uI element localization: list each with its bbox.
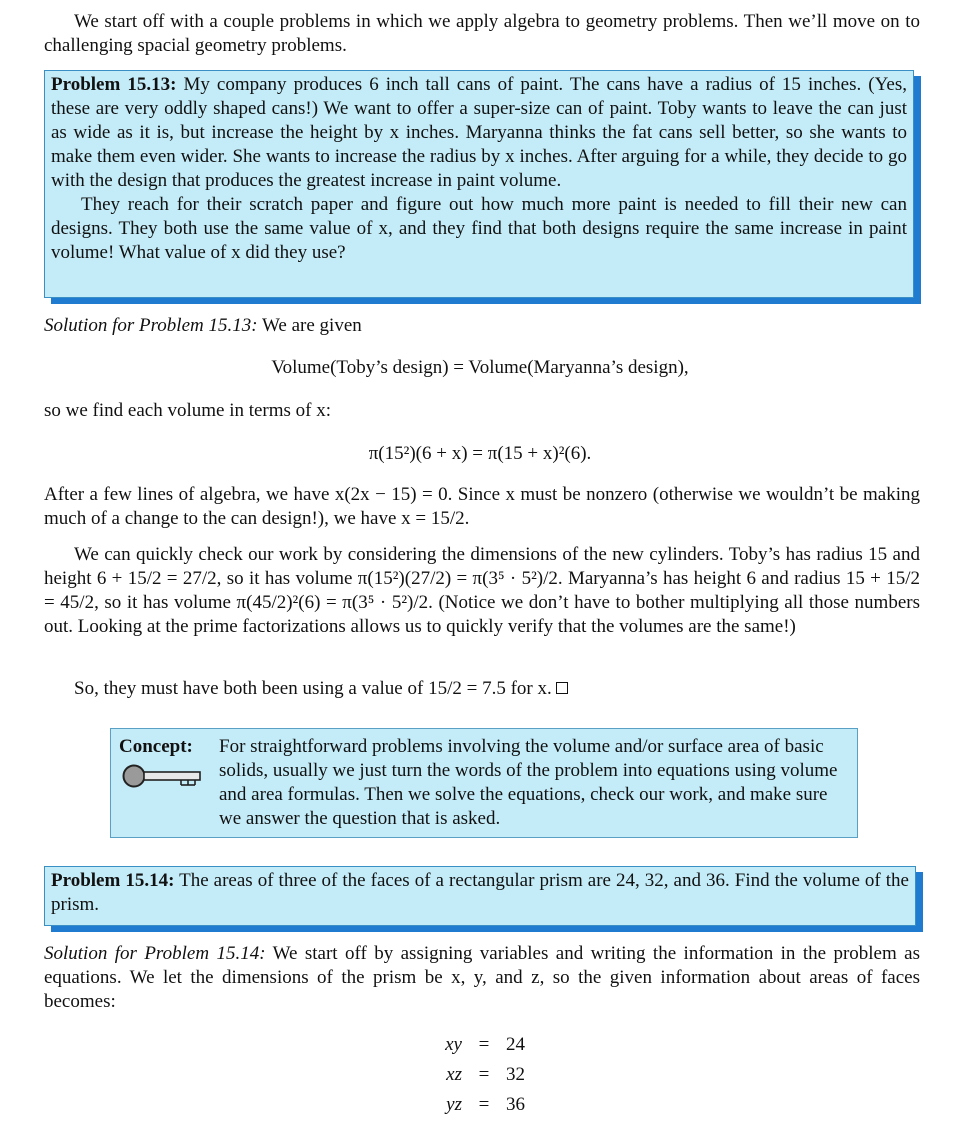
equation-lhs: xy xyxy=(445,1034,462,1055)
equation-equals: = xyxy=(478,1094,490,1115)
equation-equals: = xyxy=(478,1064,490,1085)
problem-15-14-label: Problem 15.14: xyxy=(51,870,175,891)
solution-15-13-paragraph-3: After a few lines of algebra, we have x(2x − 15) = 0. Since x must be nonzero (otherwise we wouldn’t be making much of a change to the can design!), we have x = 15/2. xyxy=(44,484,920,529)
solution-15-13-label: Solution for Problem 15.13: xyxy=(44,315,258,336)
solution-15-14-text: We start off by assigning variables and writing the information in the problem as equations. We let the dimensions of the prism be x, y, and z, so the given information about areas of faces becomes: xyxy=(44,943,920,1012)
concept-text: For straightforward problems involving the volume and/or surface area of basic solids, usually we just turn the words of the problem into equations using volume and area formulas. Then we solve the equations, check our work, and make sure we answer the question that is asked. xyxy=(219,736,838,829)
equation-lhs: xz xyxy=(446,1064,462,1085)
problem-15-13-label: Problem 15.13: xyxy=(51,74,177,95)
problem-15-13-box xyxy=(44,70,914,298)
intro-paragraph: We start off with a couple problems in which we apply algebra to geometry problems. Then we’ll move on to challenging spacial geometry problems. xyxy=(44,11,920,56)
problem-15-14-text: The areas of three of the faces of a rectangular prism are 24, 32, and 36. Find the volume of the prism. xyxy=(51,870,909,915)
problem-15-13-paragraph-1 xyxy=(51,73,907,193)
equation-lhs: yz xyxy=(446,1094,462,1115)
solution-15-13-paragraph-4: We can quickly check our work by considering the dimensions of the new cylinders. Toby’s has radius 15 and height 6 + 15/2 = 27/2, so it has volume π(15²)(27/2) = π(3⁵ · 5²)/2. Maryanna’s has height 6 and radius 15 + 15/2 = 45/2, so it has volume π(45/2)²(6) = π(3⁵ · 5²)/2. (Notice we don’t have to bother multiplying all those numbers out. Looking at the prime factorizations allows us to quickly verify that the volumes are the same!) xyxy=(44,544,920,637)
equation-equals: = xyxy=(478,1034,490,1055)
qed-square-icon xyxy=(556,682,568,694)
equation-rhs: 32 xyxy=(506,1064,525,1085)
solution-15-13-conclusion: So, they must have both been using a value of 15/2 = 7.5 for x. xyxy=(74,678,552,699)
solution-15-13-lead: We are given xyxy=(262,315,362,336)
solution-15-14-paragraph xyxy=(44,942,920,1014)
solution-15-13-intro xyxy=(44,314,920,338)
equation-system xyxy=(420,1030,546,1120)
problem-15-13-text-1: My company produces 6 inch tall cans of paint. The cans have a radius of 15 inches. (Yes, these are very oddly shaped cans!) We want to offer a super-size can of paint. Toby wants to leave the can just as wide as it is, but increase the height by x inches. Maryanna thinks the fat cans sell better, so she wants to make them even wider. She wants to increase the radius by x inches. After arguing for a while, they decide to go with the design that produces the greatest increase in paint volume. xyxy=(51,74,908,191)
concept-label: Concept: xyxy=(119,736,193,757)
solution-15-14-label: Solution for Problem 15.14: xyxy=(44,943,266,964)
equation-volume-equality: Volume(Toby’s design) = Volume(Maryanna’s design), xyxy=(271,357,689,378)
equation-row xyxy=(420,1090,546,1120)
problem-15-13-paragraph-2: They reach for their scratch paper and figure out how much more paint is needed to fill their new can designs. They both use the same value of x, and they find that both designs require the same increase in paint volume! What value of x did they use? xyxy=(51,194,907,263)
solution-15-13-paragraph-5 xyxy=(44,677,920,701)
equation-rhs: 36 xyxy=(506,1094,525,1115)
equation-volume-expression: π(15²)(6 + x) = π(15 + x)²(6). xyxy=(368,443,592,464)
problem-15-14-paragraph xyxy=(51,869,909,917)
concept-box xyxy=(110,728,858,838)
equation-row xyxy=(420,1030,546,1060)
problem-15-14-box xyxy=(44,866,916,926)
solution-15-13-line-2: so we find each volume in terms of x: xyxy=(44,400,332,421)
equation-row xyxy=(420,1060,546,1090)
equation-rhs: 24 xyxy=(506,1034,525,1055)
key-icon xyxy=(121,763,203,789)
